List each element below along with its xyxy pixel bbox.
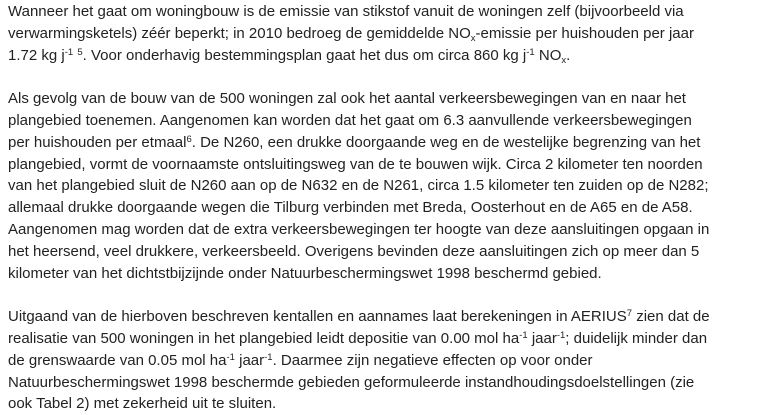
superscript: -1 [264, 351, 273, 363]
text-line: Wanneer het gaat om woningbouw is de emissie van stikstof vanuit de woningen zelf (bijvoorbeeld via [8, 3, 684, 20]
text-line: per huishouden per etmaal$^6$. De N260, een drukke doorgaande weg en de westelijke begrenzing van het [8, 133, 701, 151]
text-line: ook Tabel 2) met zekerheid uit te sluiten. [8, 395, 277, 413]
text-line: plangebied, vormt de voornaamste ontsluitingsweg van de te bouwen wijk. Circa 2 kilometer ten noorden [8, 155, 703, 173]
paragraph-traffic [8, 88, 752, 284]
superscript: -1 [556, 329, 566, 341]
superscript: -1 [526, 46, 535, 58]
paragraph-aerius [8, 306, 752, 415]
superscript: -1 [519, 329, 528, 341]
text-line: de grenswaarde van 0.05 mol $ha^{-1}$ jaar$^{-1}$. Daarmee zijn negatieve effecten op voor onder [8, 351, 593, 369]
paragraph-emissions [8, 1, 752, 66]
text-line: 1.72 kg $j^{-1}$ $^5$. Voor onderhavig bestemmingsplan gaat het dus om circa 860 kg $j^{-1}$ $NO_x$. [8, 46, 571, 66]
text-line: Als gevolg van de bouw van de 500 woningen zal ook het aantal verkeersbewegingen van en naar het [8, 90, 686, 108]
footnote-ref-6: 6 [186, 133, 192, 145]
text-line: Uitgaand van de hierboven beschreven kentallen en aannames laat berekeningen in AERIUS$^7$ zien dat de [8, 308, 710, 326]
text-line: realisatie van 500 woningen in het plangebied leidt depositie van 0.00 mol $ha^{-1}$ jaar$^{-1}$; duidelijk minder dan [8, 329, 708, 347]
subscript: x [470, 32, 476, 44]
superscript: -1 [226, 351, 235, 363]
text-line: allemaal drukke doorgaande wegen die Tilburg verbinden met Breda, Oosterhout en de A65 en de A58. [8, 199, 693, 217]
text-line: Natuurbeschermingswet 1998 beschermde gebieden geformuleerde instandhoudingsdoelstellingen (zie [8, 373, 695, 391]
text-line: verwarmingsketels) zéér beperkt; in 2010 bedroeg de gemiddelde $NO_x$-emissie per huishouden per jaar [8, 24, 694, 44]
subscript: x [561, 54, 567, 66]
text-line: van het plangebied sluit de N260 aan op de N632 en de N261, circa 1.5 kilometer ten zuiden op de N282; [8, 177, 709, 195]
superscript: -1 [64, 46, 74, 58]
text-line: Aangenomen mag worden dat de extra verkeersbewegingen ter hoogte van deze aansluitingen opgaan in [8, 220, 710, 238]
footnote-ref-5: 5 [77, 46, 83, 58]
text-line: plangebied toenemen. Aangenomen kan worden dat het gaat om 6.3 aanvullende verkeersbewegingen [8, 111, 692, 129]
text-line: kilometer van het dichtstbijzijnde onder Natuurbeschermingswet 1998 beschermd gebied. [8, 264, 602, 282]
footnote-ref-7: 7 [626, 308, 633, 320]
text-line: het heersend, veel drukkere, verkeersbeeld. Overigens bevinden deze aansluitingen zich op meer dan 5 [8, 242, 700, 260]
